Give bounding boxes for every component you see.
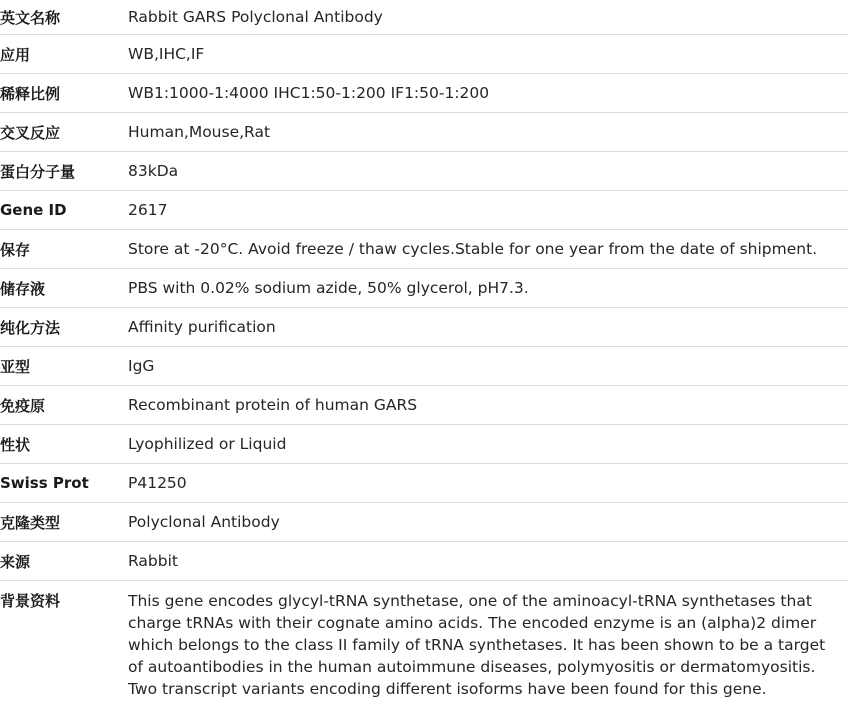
spec-row-clonality bbox=[0, 503, 848, 542]
spec-label: 英文名称 bbox=[0, 0, 128, 35]
spec-label: 纯化方法 bbox=[0, 308, 128, 347]
spec-label: 稀释比例 bbox=[0, 74, 128, 113]
spec-value: 83kDa bbox=[128, 152, 848, 191]
spec-label: 亚型 bbox=[0, 347, 128, 386]
spec-row-english-name bbox=[0, 0, 848, 35]
spec-value: WB1:1000-1:4000 IHC1:50-1:200 IF1:50-1:200 bbox=[128, 74, 848, 113]
spec-label: 交叉反应 bbox=[0, 113, 128, 152]
spec-row-storage bbox=[0, 230, 848, 269]
spec-label: 克隆类型 bbox=[0, 503, 128, 542]
spec-label: 应用 bbox=[0, 35, 128, 74]
spec-value: Affinity purification bbox=[128, 308, 848, 347]
spec-value: Human,Mouse,Rat bbox=[128, 113, 848, 152]
spec-label: Gene ID bbox=[0, 191, 128, 230]
background-description: This gene encodes glycyl-tRNA synthetase, one of the aminoacyl-tRNA synthetases that charge tRNAs with their cognate amino acids. The encoded enzyme is an (alpha)2 dimer which belongs to the class II family of tRNA synthetases. It has been shown to be a target of autoantibodies in the human autoimmune diseases, polymyositis or dermatomyositis. Two transcript variants encoding different isoforms have been found for this gene. bbox=[128, 592, 826, 698]
spec-row-application bbox=[0, 35, 848, 74]
spec-row-gene-id bbox=[0, 191, 848, 230]
spec-value: PBS with 0.02% sodium azide, 50% glycerol, pH7.3. bbox=[128, 269, 848, 308]
spec-row-background bbox=[0, 581, 848, 701]
spec-value: WB,IHC,IF bbox=[128, 35, 848, 74]
spec-value: Polyclonal Antibody bbox=[128, 503, 848, 542]
spec-value: 2617 bbox=[128, 191, 848, 230]
spec-row-form bbox=[0, 425, 848, 464]
spec-row-swiss-prot bbox=[0, 464, 848, 503]
spec-label: 保存 bbox=[0, 230, 128, 269]
spec-value: P41250 bbox=[128, 464, 848, 503]
spec-row-molecular-weight bbox=[0, 152, 848, 191]
spec-row-purification bbox=[0, 308, 848, 347]
spec-label: 性状 bbox=[0, 425, 128, 464]
spec-row-storage-buffer bbox=[0, 269, 848, 308]
spec-row-isotype bbox=[0, 347, 848, 386]
spec-row-immunogen bbox=[0, 386, 848, 425]
spec-label: 免疫原 bbox=[0, 386, 128, 425]
spec-label: 来源 bbox=[0, 542, 128, 581]
spec-label: 背景资料 bbox=[0, 592, 61, 610]
spec-label: 储存液 bbox=[0, 269, 128, 308]
spec-label: 蛋白分子量 bbox=[0, 152, 128, 191]
spec-value: Store at -20°C. Avoid freeze / thaw cycles.Stable for one year from the date of shipment. bbox=[128, 230, 848, 269]
spec-row-host bbox=[0, 542, 848, 581]
spec-label: Swiss Prot bbox=[0, 464, 128, 503]
spec-row-cross-reactivity bbox=[0, 113, 848, 152]
spec-value: Rabbit bbox=[128, 542, 848, 581]
spec-value: IgG bbox=[128, 347, 848, 386]
spec-row-dilution bbox=[0, 74, 848, 113]
spec-value: Rabbit GARS Polyclonal Antibody bbox=[128, 0, 848, 35]
spec-value: Recombinant protein of human GARS bbox=[128, 386, 848, 425]
spec-value: Lyophilized or Liquid bbox=[128, 425, 848, 464]
